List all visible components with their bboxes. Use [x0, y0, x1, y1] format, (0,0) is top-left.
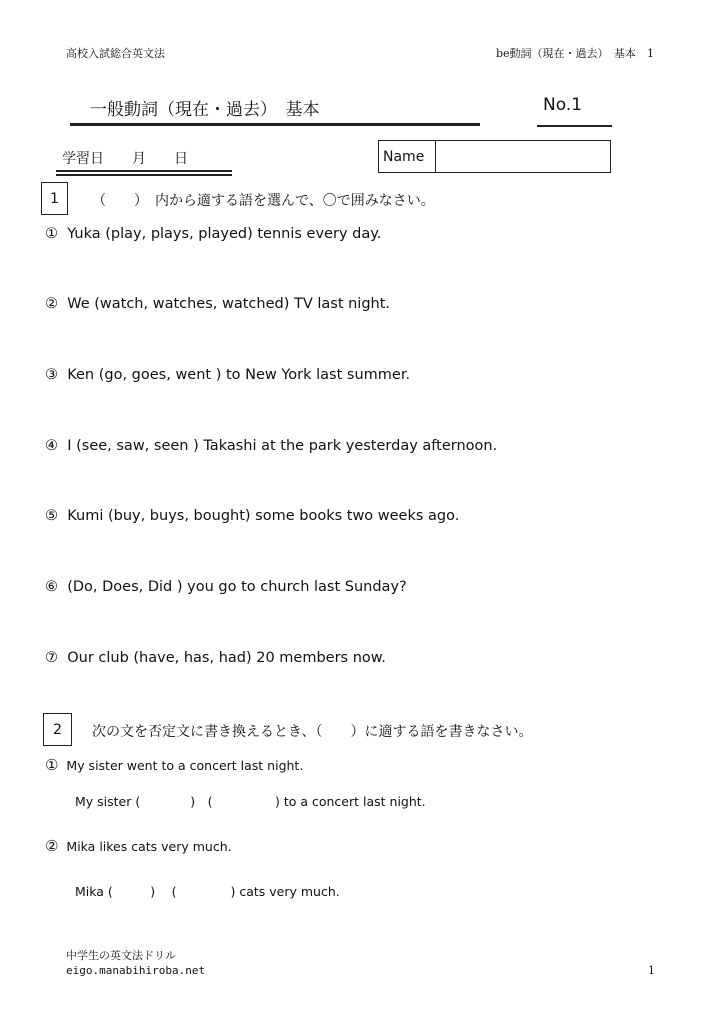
item-text: My sister went to a concert last night.: [66, 758, 304, 773]
item-text: Ken (go, goes, went ) to New York last summer.: [67, 367, 411, 383]
title-underline: [70, 123, 480, 126]
answer-line: Mika ( ) ( ) cats very much.: [75, 884, 340, 899]
name-box: [378, 140, 611, 173]
item-text: Yuka (play, plays, played) tennis every day.: [67, 226, 382, 242]
item-number: ②: [45, 837, 59, 855]
item-text: Our club (have, has, had) 20 members now.: [67, 650, 386, 666]
page-title: 一般動詞（現在・過去） 基本: [90, 100, 320, 120]
footer-title: 中学生の英文法ドリル: [66, 949, 176, 962]
list-item: [45, 650, 386, 666]
study-date-label: 学習日 月 日: [62, 151, 188, 167]
list-item: [45, 508, 459, 524]
item-text: I (see, saw, seen ) Takashi at the park yesterday afternoon.: [67, 438, 498, 454]
list-item: [45, 438, 497, 454]
item-text: Kumi (buy, buys, bought) some books two weeks ago.: [67, 508, 460, 524]
item-number: ⑦: [45, 650, 58, 666]
item-text: We (watch, watches, watched) TV last night.: [67, 296, 391, 312]
section2-number: 2: [43, 713, 72, 746]
item-text: (Do, Does, Did ) you go to church last Sunday?: [67, 579, 407, 595]
item-number: ⑥: [45, 579, 58, 595]
date-underline: [56, 170, 232, 172]
header-right: be動詞（現在・過去） 基本 1: [495, 47, 654, 60]
section1-instruction: （ ） 内から適する語を選んで、〇で囲みなさい。: [92, 193, 435, 209]
name-field[interactable]: [436, 141, 610, 172]
item-number: ③: [45, 367, 58, 383]
name-label: Name: [379, 141, 436, 172]
footer-url[interactable]: eigo.manabihiroba.net: [66, 964, 206, 977]
item-number: ①: [45, 756, 59, 774]
item-text: Mika likes cats very much.: [66, 839, 232, 854]
sheet-number: No.1: [543, 95, 583, 115]
list-item: [45, 837, 232, 855]
item-number: ①: [45, 226, 58, 242]
item-number: ⑤: [45, 508, 58, 524]
list-item: [45, 226, 381, 242]
item-number: ②: [45, 296, 58, 312]
date-underline-2: [56, 174, 232, 176]
list-item: [45, 756, 303, 774]
number-underline: [537, 125, 612, 127]
section2-instruction: 次の文を否定文に書き換えるとき、（ ）に適する語を書きなさい。: [92, 724, 533, 740]
answer-line: My sister ( ) ( ) to a concert last night.: [75, 794, 426, 809]
header-left: 高校入試総合英文法: [66, 47, 165, 60]
list-item: [45, 296, 390, 312]
list-item: [45, 367, 410, 383]
item-number: ④: [45, 438, 58, 454]
section1-number: 1: [41, 182, 68, 215]
list-item: [45, 579, 407, 595]
page-number: 1: [648, 964, 655, 977]
